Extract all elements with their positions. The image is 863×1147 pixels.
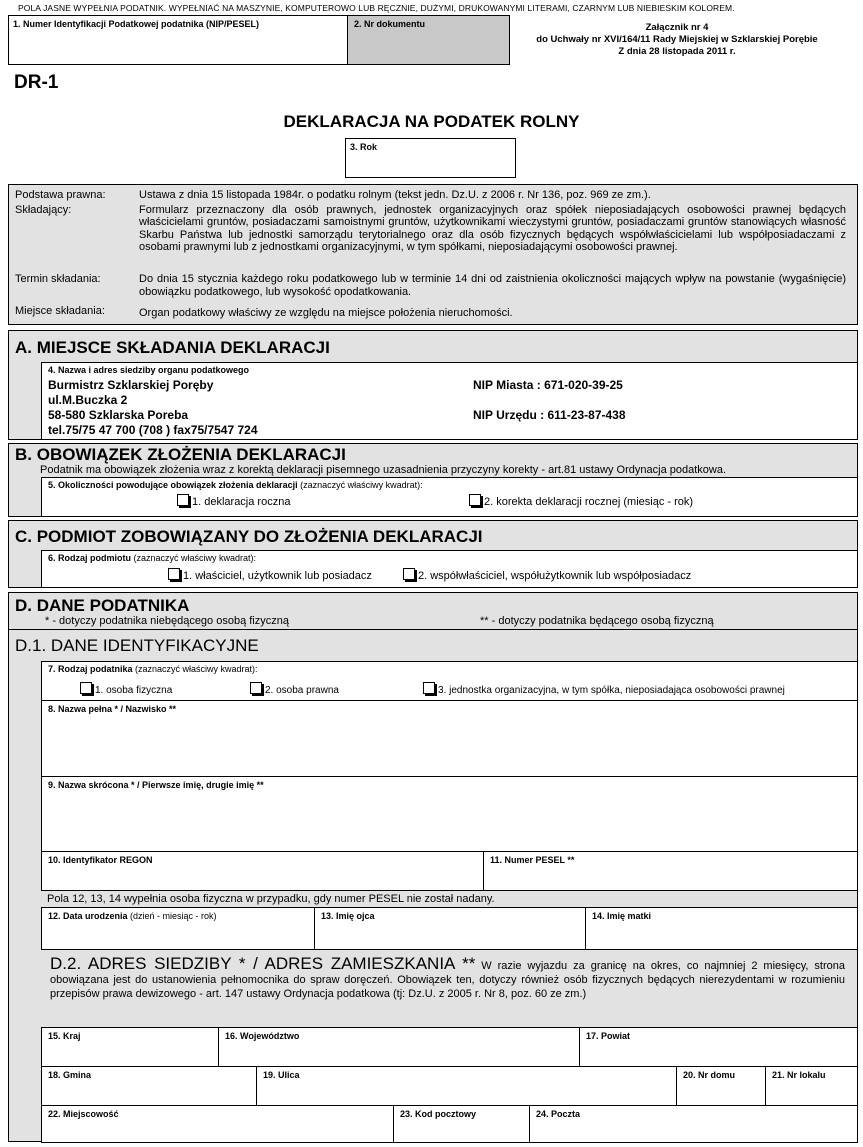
voivodeship-field[interactable] [218, 1027, 580, 1067]
section-d2-note: W razie wyjazdu za granicę na okres, co najmniej 2 miesięcy, strona obowiązana jest do ustanowienia pełnomocnika do spraw doręczeń. Obowiązek ten, dotyczy również osób fizycznych będących nierezydentami w rozumieniu przepisów prawa dewizowego - art. 147 ustawy Ordynacja podatkowa (tj: Dz.U. z 2005 r. Nr 8, poz. 60 ze zm.) [50, 960, 845, 1000]
country-label: 15. Kraj [48, 1031, 81, 1041]
info-block [8, 184, 858, 325]
checkbox-icon[interactable] [168, 568, 180, 580]
post-office-field[interactable] [529, 1105, 858, 1143]
country-field[interactable] [41, 1027, 219, 1067]
note-natural-person: ** - dotyczy podatnika będącego osobą fizyczną [480, 615, 714, 627]
legal-basis-label: Podstawa prawna: [15, 189, 106, 201]
checkbox-icon[interactable] [469, 494, 481, 506]
short-name-field[interactable] [41, 776, 858, 852]
short-name-label: 9. Nazwa skrócona * / Pierwsze imię, drugie imię ** [48, 780, 264, 790]
checkbox-icon[interactable] [177, 494, 189, 506]
year-field[interactable] [345, 138, 516, 178]
legal-basis-text: Ustawa z dnia 15 listopada 1984r. o podatku rolnym (tekst jedn. Dz.U. z 2006 r. Nr 136, poz. 969 ze zm.). [139, 189, 651, 201]
deadline-label: Termin składania: [15, 273, 101, 285]
checkbox-icon[interactable] [423, 682, 435, 694]
regon-label: 10. Identyfikator REGON [48, 855, 153, 865]
locality-field[interactable] [41, 1105, 394, 1143]
deadline-text: Do dnia 15 stycznia każdego roku podatkowego lub w terminie 14 dni od zaistnienia okoliczności mających wpływ na powstanie (wygaśnięcie) obowiązku podatkowego, lub wysokość opodatkowania. [139, 273, 846, 298]
regon-field[interactable] [41, 851, 484, 891]
section-d2-title: D.2. ADRES SIEDZIBY * / ADRES ZAMIESZKANIA ** [50, 954, 476, 973]
postal-code-field[interactable] [393, 1105, 530, 1143]
place-text: Organ podatkowy właściwy ze względu na miejsce położenia nieruchomości. [139, 307, 513, 319]
tax-office-label: 4. Nazwa i adres siedziby organu podatkowego [48, 365, 250, 375]
post-office-label: 24. Poczta [536, 1109, 581, 1119]
commune-label: 18. Gmina [48, 1070, 92, 1080]
apartment-number-field[interactable] [765, 1066, 858, 1106]
taxpayer-type-field [41, 661, 858, 701]
birth-date-field[interactable] [41, 907, 315, 950]
taxpayer-type-label: 7. Rodzaj podatnika (zaznaczyć właściwy kwadrat): [48, 664, 258, 674]
tax-office-field [41, 362, 858, 440]
checkbox-icon[interactable] [403, 568, 415, 580]
street-label: 19. Ulica [263, 1070, 300, 1080]
option-coowner[interactable]: 2. współwłaściciel, współużytkownik lub współposiadacz [403, 568, 691, 583]
tax-office-name: Burmistrz Szklarskiej Poręby [48, 378, 214, 392]
nip-field[interactable] [8, 15, 348, 65]
entity-type-field [41, 550, 858, 588]
tax-office-city: 58-580 Szklarska Poreba [48, 408, 189, 422]
option-legal-person[interactable]: 2. osoba prawna [250, 682, 339, 696]
section-b-note: Podatnik ma obowiązek złożenia wraz z korektą deklaracji pisemnego uzasadnienia przyczyny korekty - art.81 ustawy Ordynacja podatkowa. [40, 464, 727, 476]
tax-office-phone: tel.75/75 47 700 (708 ) fax75/7547 724 [48, 423, 258, 437]
father-name-field[interactable] [314, 907, 586, 950]
year-label: 3. Rok [350, 142, 378, 152]
nip-label: 1. Numer Identyfikacji Podatkowej podatnika (NIP/PESEL) [13, 19, 260, 29]
filer-text: Formularz przeznaczony dla osób prawnych, jednostek organizacyjnych oraz spółek nieposiadających osobowości prawnej będących właścicielami gruntów, posiadaczami samoistnymi gruntów, użytkownikami wieczystymi gruntów, posiadaczami gruntów stanowiących własność Skarbu Państwa lub jednostki samorządu terytorialnego oraz dla osób fizycznych będących współwłaścicielami lub współposiadaczami z osobami prawnymi lub z jednostkami organizacyjnymi, w tym spółkami, nieposiadającymi osobowości prawnej. [139, 204, 846, 254]
circumstances-label: 5. Okoliczności powodujące obowiązek złożenia deklaracji (zaznaczyć właściwy kwadrat): [48, 480, 423, 490]
annex-line-3: Z dnia 28 listopada 2011 r. [618, 46, 736, 57]
office-nip: NIP Urzędu : 611-23-87-438 [473, 408, 626, 422]
section-b-title: B. OBOWIĄZEK ZŁOŻENIA DEKLARACJI [15, 445, 346, 464]
checkbox-icon[interactable] [250, 682, 262, 694]
filer-label: Składający: [15, 204, 72, 216]
option-owner[interactable]: 1. właściciel, użytkownik lub posiadacz [168, 568, 372, 583]
house-number-field[interactable] [676, 1066, 766, 1106]
page-title: DEKLARACJA NA PODATEK ROLNY [283, 112, 580, 131]
commune-field[interactable] [41, 1066, 257, 1106]
annex-info [512, 22, 842, 58]
pesel-field[interactable] [483, 851, 858, 891]
annex-line-2: do Uchwały nr XVI/164/11 Rady Miejskiej w Szklarskiej Porębie [536, 34, 818, 45]
note-legal-person: * - dotyczy podatnika niebędącego osobą fizyczną [45, 615, 289, 627]
house-number-label: 20. Nr domu [683, 1070, 736, 1080]
city-nip: NIP Miasta : 671-020-39-25 [473, 378, 623, 392]
full-name-field[interactable] [41, 700, 858, 777]
form-code: DR-1 [14, 72, 59, 93]
instruction-note: POLA JASNE WYPEŁNIA PODATNIK. WYPEŁNIAĆ NA MASZYNIE, KOMPUTEROWO LUB RĘCZNIE, DUŻYMI, DRUKOWANYMI LITERAMI, CZARNYM LUB NIEBIESKIM KOLOREM. [18, 3, 735, 13]
tax-office-street: ul.M.Buczka 2 [48, 393, 128, 407]
apartment-number-label: 21. Nr lokalu [772, 1070, 826, 1080]
section-d-title: D. DANE PODATNIKA [15, 596, 190, 615]
mother-name-field[interactable] [585, 907, 858, 950]
annex-line-1: Załącznik nr 4 [645, 22, 709, 33]
checkbox-icon[interactable] [80, 682, 92, 694]
document-number-label: 2. Nr dokumentu [354, 19, 426, 29]
county-label: 17. Powiat [586, 1031, 631, 1041]
section-d1-title: D.1. DANE IDENTYFIKACYJNE [15, 636, 259, 655]
locality-label: 22. Miejscowość [48, 1109, 119, 1119]
section-d2-header [50, 955, 845, 1001]
option-correction[interactable]: 2. korekta deklaracji rocznej (miesiąc - rok) [469, 494, 693, 509]
option-annual[interactable]: 1. deklaracja roczna [177, 494, 290, 509]
postal-code-label: 23. Kod pocztowy [400, 1109, 477, 1119]
full-name-label: 8. Nazwa pełna * / Nazwisko ** [48, 704, 177, 714]
option-organizational-unit[interactable]: 3. jednostka organizacyjna, w tym spółka, nieposiadająca osobowości prawnej [423, 682, 785, 696]
entity-type-label: 6. Rodzaj podmiotu (zaznaczyć właściwy kwadrat): [48, 553, 257, 563]
birth-date-label: 12. Data urodzenia (dzień - miesiąc - rok) [48, 911, 217, 921]
mother-name-label: 14. Imię matki [592, 911, 652, 921]
place-label: Miejsce składania: [15, 305, 105, 317]
document-number-field [347, 15, 510, 65]
father-name-label: 13. Imię ojca [321, 911, 375, 921]
voivodeship-label: 16. Województwo [225, 1031, 300, 1041]
circumstances-field [41, 477, 858, 517]
county-field[interactable] [579, 1027, 858, 1067]
section-c-title: C. PODMIOT ZOBOWIĄZANY DO ZŁOŻENIA DEKLARACJI [15, 527, 483, 546]
pesel-label: 11. Numer PESEL ** [490, 855, 575, 865]
pesel-note: Pola 12, 13, 14 wypełnia osoba fizyczna w przypadku, gdy numer PESEL nie został nadany. [47, 893, 495, 905]
street-field[interactable] [256, 1066, 677, 1106]
option-natural-person[interactable]: 1. osoba fizyczna [80, 682, 172, 696]
section-a-title: A. MIEJSCE SKŁADANIA DEKLARACJI [15, 338, 330, 357]
